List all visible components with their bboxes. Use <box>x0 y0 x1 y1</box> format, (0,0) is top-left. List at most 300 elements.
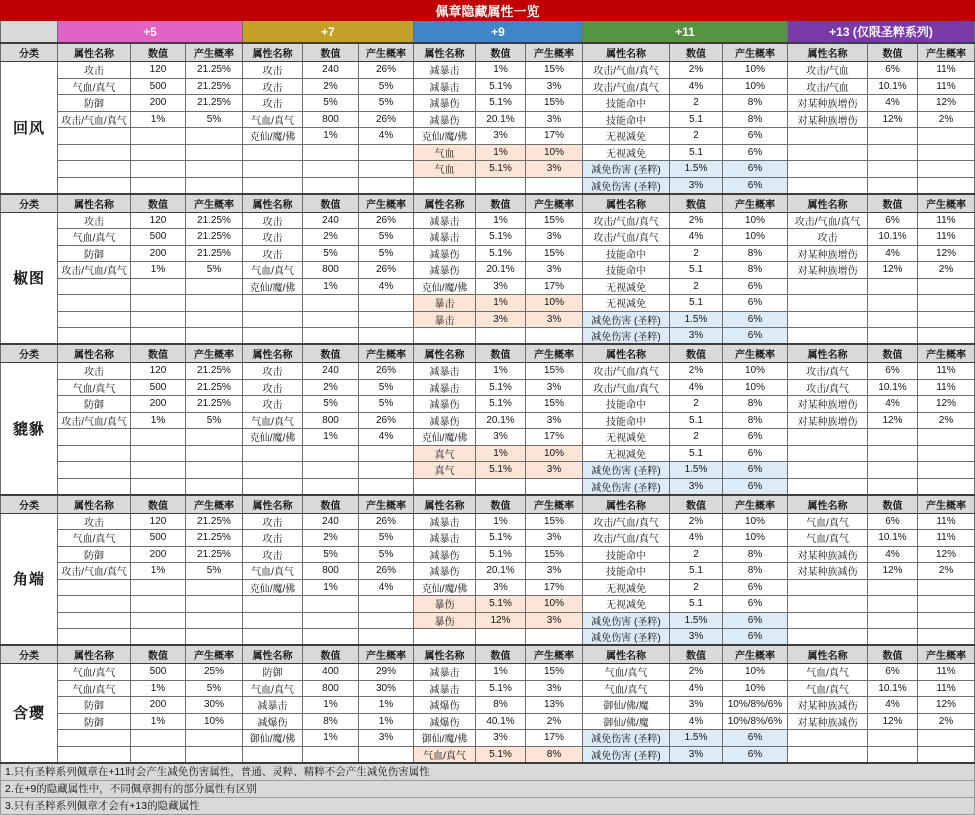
table-row <box>1 680 975 697</box>
attr-value-cell: 2 <box>670 128 723 145</box>
footnote-row <box>1 780 975 797</box>
attr-value-cell <box>303 311 359 328</box>
attr-name-cell <box>788 161 868 178</box>
attr-value-cell <box>868 629 918 646</box>
attr-prob-cell <box>918 161 975 178</box>
attr-name-header: 属性名称 <box>414 43 476 62</box>
table-row <box>1 161 975 178</box>
attr-name-cell: 气血/真气 <box>243 412 303 429</box>
attr-name-cell: 无视减免 <box>583 295 670 312</box>
value-header: 数值 <box>868 194 918 213</box>
table-row <box>1 697 975 714</box>
attr-value-cell <box>476 478 526 495</box>
attr-name-cell <box>243 746 303 763</box>
attr-prob-cell <box>186 478 243 495</box>
attr-name-cell <box>243 462 303 479</box>
attr-name-cell <box>788 596 868 613</box>
attr-prob-cell <box>918 462 975 479</box>
attr-prob-cell: 15% <box>526 396 583 413</box>
attr-value-cell: 5.1 <box>670 295 723 312</box>
attr-prob-cell: 3% <box>526 161 583 178</box>
attr-prob-cell: 21.25% <box>186 363 243 380</box>
value-header: 数值 <box>670 194 723 213</box>
attr-value-cell: 3% <box>670 697 723 714</box>
attr-value-cell: 240 <box>303 363 359 380</box>
attr-prob-cell: 15% <box>526 62 583 79</box>
attr-name-cell: 对某种族增伤 <box>788 262 868 279</box>
attr-value-cell <box>131 445 186 462</box>
attr-name-cell <box>788 295 868 312</box>
attr-value-cell: 800 <box>303 111 359 128</box>
attr-value-cell: 5% <box>303 245 359 262</box>
attr-name-cell: 攻击 <box>243 379 303 396</box>
attr-name-cell: 攻击 <box>58 62 131 79</box>
attr-name-cell: 气血 <box>414 144 476 161</box>
attr-name-cell: 攻击 <box>243 546 303 563</box>
attr-prob-cell: 5% <box>359 229 414 246</box>
attr-value-cell: 5.1% <box>476 78 526 95</box>
attr-value-cell <box>131 579 186 596</box>
prob-header: 产生概率 <box>186 645 243 664</box>
attr-prob-cell: 15% <box>526 546 583 563</box>
attr-value-cell: 240 <box>303 212 359 229</box>
attr-value-cell: 1.5% <box>670 612 723 629</box>
attr-value-cell <box>476 629 526 646</box>
attr-value-cell: 500 <box>131 78 186 95</box>
attr-prob-cell: 21.25% <box>186 212 243 229</box>
attr-prob-cell: 17% <box>526 128 583 145</box>
attr-value-cell <box>131 429 186 446</box>
prob-header: 产生概率 <box>918 645 975 664</box>
attr-prob-cell: 26% <box>359 563 414 580</box>
attr-value-cell <box>131 746 186 763</box>
attr-name-cell: 减暴伤 <box>414 546 476 563</box>
attr-name-cell: 减暴击 <box>414 379 476 396</box>
prob-header: 产生概率 <box>723 194 788 213</box>
attr-prob-cell: 5% <box>186 111 243 128</box>
attr-value-cell: 240 <box>303 513 359 530</box>
attr-name-cell: 真气 <box>414 445 476 462</box>
attr-value-cell <box>303 629 359 646</box>
attr-prob-cell <box>186 612 243 629</box>
prob-header: 产生概率 <box>186 194 243 213</box>
attr-value-cell: 3% <box>476 429 526 446</box>
attr-name-cell: 克仙/魔/佛 <box>414 128 476 145</box>
attr-name-cell: 攻击/气血/真气 <box>583 363 670 380</box>
attr-prob-cell: 6% <box>723 629 788 646</box>
attr-prob-cell: 10% <box>526 445 583 462</box>
attr-name-cell: 减暴击 <box>414 513 476 530</box>
section-header-row <box>1 645 975 664</box>
attr-prob-cell: 6% <box>723 177 788 194</box>
footnote: 2.在+9的隐藏属性中，不同佩章拥有的部分属性有区别 <box>1 780 975 797</box>
attr-name-cell: 攻击 <box>243 245 303 262</box>
prob-header: 产生概率 <box>526 194 583 213</box>
attr-prob-cell: 6% <box>723 462 788 479</box>
attr-name-header: 属性名称 <box>583 194 670 213</box>
group-header-+13: +13 (仅限圣粹系列) <box>788 21 975 44</box>
attr-value-cell: 5.1 <box>670 596 723 613</box>
attr-prob-cell: 3% <box>526 229 583 246</box>
attr-value-cell <box>868 478 918 495</box>
attr-name-cell <box>58 161 131 178</box>
attr-value-cell <box>476 177 526 194</box>
attr-value-cell: 5.1 <box>670 445 723 462</box>
attr-prob-cell: 11% <box>918 363 975 380</box>
attr-prob-cell: 10% <box>723 680 788 697</box>
attr-value-cell: 120 <box>131 363 186 380</box>
attr-value-cell: 1% <box>303 429 359 446</box>
prob-header: 产生概率 <box>526 43 583 62</box>
attr-value-cell: 8% <box>303 713 359 730</box>
attr-value-cell: 5.1% <box>476 680 526 697</box>
attr-prob-cell <box>359 462 414 479</box>
attr-name-cell: 减暴击 <box>414 78 476 95</box>
attr-name-cell: 攻击 <box>58 513 131 530</box>
attr-prob-cell: 6% <box>723 311 788 328</box>
attr-value-cell: 5.1% <box>476 396 526 413</box>
attr-value-cell: 1% <box>131 111 186 128</box>
attr-prob-cell: 21.25% <box>186 95 243 112</box>
attr-name-cell <box>243 629 303 646</box>
attr-prob-cell: 2% <box>526 713 583 730</box>
attr-value-cell: 5.1% <box>476 229 526 246</box>
attr-prob-cell: 8% <box>723 95 788 112</box>
prob-header: 产生概率 <box>186 344 243 363</box>
section-header-row <box>1 344 975 363</box>
table-row <box>1 746 975 763</box>
attr-prob-cell: 6% <box>723 579 788 596</box>
table-row <box>1 462 975 479</box>
attr-value-cell <box>303 746 359 763</box>
footnote: 1.只有圣粹系列佩章在+11时会产生减免伤害属性，普通、灵粹、精粹不会产生减免伤害属性 <box>1 763 975 781</box>
attr-value-cell: 2 <box>670 95 723 112</box>
attr-value-cell: 2 <box>670 278 723 295</box>
attr-value-cell: 10.1% <box>868 530 918 547</box>
attr-name-header: 属性名称 <box>58 344 131 363</box>
attr-name-cell: 气血/真气 <box>58 78 131 95</box>
attr-value-cell <box>131 161 186 178</box>
attr-name-cell: 攻击 <box>58 212 131 229</box>
attr-name-cell <box>414 478 476 495</box>
attr-name-cell <box>243 295 303 312</box>
attr-name-cell <box>58 746 131 763</box>
attr-value-cell: 5.1% <box>476 596 526 613</box>
attr-name-cell <box>58 295 131 312</box>
attr-name-header: 属性名称 <box>583 495 670 514</box>
attr-prob-cell: 12% <box>918 697 975 714</box>
attr-name-cell: 对某种族增伤 <box>788 396 868 413</box>
attr-name-cell: 御仙/佛/魔 <box>583 697 670 714</box>
attr-value-cell: 1% <box>476 363 526 380</box>
attr-prob-cell: 3% <box>526 530 583 547</box>
title-row <box>1 1 975 21</box>
table-row <box>1 379 975 396</box>
attr-prob-cell <box>186 295 243 312</box>
value-header: 数值 <box>476 194 526 213</box>
attr-value-cell: 4% <box>670 713 723 730</box>
table-row <box>1 596 975 613</box>
attr-name-cell: 气血/真气 <box>243 563 303 580</box>
attr-prob-cell: 3% <box>526 78 583 95</box>
attr-prob-cell: 11% <box>918 530 975 547</box>
attr-prob-cell: 21.25% <box>186 396 243 413</box>
attr-name-cell: 无视减免 <box>583 128 670 145</box>
prob-header: 产生概率 <box>359 495 414 514</box>
attr-name-cell <box>58 128 131 145</box>
value-header: 数值 <box>303 43 359 62</box>
attr-value-cell: 10.1% <box>868 229 918 246</box>
attr-name-cell: 气血/真气 <box>243 680 303 697</box>
attr-name-cell: 防御 <box>58 95 131 112</box>
attr-prob-cell: 10% <box>723 78 788 95</box>
attr-prob-cell: 15% <box>526 664 583 681</box>
attr-name-cell: 暴伤 <box>414 596 476 613</box>
attr-prob-cell: 6% <box>723 746 788 763</box>
attr-name-cell: 暴击 <box>414 311 476 328</box>
attr-name-cell: 减免伤害 (圣粹) <box>583 177 670 194</box>
attr-value-cell: 4% <box>868 95 918 112</box>
attr-value-cell <box>868 311 918 328</box>
table-row <box>1 144 975 161</box>
attr-name-cell <box>788 445 868 462</box>
attr-name-cell <box>58 311 131 328</box>
attr-prob-cell <box>186 445 243 462</box>
attr-name-cell <box>58 596 131 613</box>
attr-value-cell: 2% <box>303 379 359 396</box>
attr-name-cell <box>788 629 868 646</box>
attr-value-cell: 1% <box>476 62 526 79</box>
table-row <box>1 546 975 563</box>
attr-value-cell: 4% <box>670 530 723 547</box>
attr-prob-cell: 3% <box>526 462 583 479</box>
attr-prob-cell: 25% <box>186 664 243 681</box>
attr-name-cell: 攻击 <box>58 363 131 380</box>
attr-value-cell: 4% <box>868 396 918 413</box>
attr-name-cell: 气血/真气 <box>243 111 303 128</box>
attr-value-cell: 10.1% <box>868 379 918 396</box>
attr-prob-cell: 5% <box>359 379 414 396</box>
attr-name-cell: 御仙/佛/魔 <box>583 713 670 730</box>
attr-prob-cell <box>359 144 414 161</box>
attr-prob-cell <box>359 311 414 328</box>
attr-prob-cell <box>186 730 243 747</box>
section-header-row <box>1 495 975 514</box>
attr-value-cell: 12% <box>868 713 918 730</box>
attr-value-cell <box>868 612 918 629</box>
attr-name-cell: 技能命中 <box>583 563 670 580</box>
attr-name-cell <box>788 746 868 763</box>
attr-name-cell: 克仙/魔/佛 <box>243 429 303 446</box>
attr-name-cell: 减免伤害 (圣粹) <box>583 311 670 328</box>
attr-prob-cell <box>918 278 975 295</box>
value-header: 数值 <box>868 43 918 62</box>
attr-value-cell <box>131 462 186 479</box>
attr-name-cell: 减免伤害 (圣粹) <box>583 462 670 479</box>
attr-value-cell <box>131 629 186 646</box>
attr-prob-cell: 11% <box>918 379 975 396</box>
attr-prob-cell <box>359 161 414 178</box>
attr-name-cell <box>788 311 868 328</box>
attr-name-cell: 防御 <box>58 396 131 413</box>
attr-prob-cell: 3% <box>359 730 414 747</box>
table-row <box>1 363 975 380</box>
attr-value-cell <box>303 144 359 161</box>
attr-value-cell: 3% <box>476 579 526 596</box>
value-header: 数值 <box>670 344 723 363</box>
attr-value-cell: 2 <box>670 546 723 563</box>
attr-name-cell <box>788 579 868 596</box>
category-cell: 貔貅 <box>1 363 58 495</box>
attr-value-cell: 20.1% <box>476 563 526 580</box>
attr-prob-cell: 1% <box>359 697 414 714</box>
attr-value-cell: 10.1% <box>868 78 918 95</box>
table-row <box>1 262 975 279</box>
attr-value-cell: 5.1 <box>670 111 723 128</box>
attr-name-header: 属性名称 <box>583 645 670 664</box>
attr-name-cell <box>788 429 868 446</box>
attr-prob-cell <box>359 612 414 629</box>
category-column-header: 分类 <box>1 43 58 62</box>
attr-prob-cell <box>918 746 975 763</box>
table-row <box>1 212 975 229</box>
attr-name-cell <box>243 596 303 613</box>
attr-value-cell: 4% <box>868 546 918 563</box>
attr-prob-cell <box>186 328 243 345</box>
attr-prob-cell: 10% <box>526 295 583 312</box>
attr-value-cell: 3% <box>476 128 526 145</box>
attr-prob-cell: 10% <box>723 664 788 681</box>
prob-header: 产生概率 <box>723 344 788 363</box>
attr-prob-cell <box>918 612 975 629</box>
attr-value-cell: 2 <box>670 245 723 262</box>
corner-cell <box>1 21 58 44</box>
attr-name-header: 属性名称 <box>583 344 670 363</box>
attr-name-cell: 对某种族减伤 <box>788 563 868 580</box>
attr-prob-cell: 1% <box>359 713 414 730</box>
attr-name-cell <box>58 462 131 479</box>
attr-name-cell <box>58 429 131 446</box>
attr-name-cell: 攻击/气血/真气 <box>58 412 131 429</box>
attr-name-cell <box>788 328 868 345</box>
table-row <box>1 245 975 262</box>
prob-header: 产生概率 <box>186 495 243 514</box>
prob-header: 产生概率 <box>526 645 583 664</box>
attr-prob-cell: 10% <box>526 596 583 613</box>
attr-prob-cell <box>918 311 975 328</box>
attr-name-cell: 减暴击 <box>414 229 476 246</box>
attr-value-cell <box>303 328 359 345</box>
prob-header: 产生概率 <box>918 495 975 514</box>
attr-name-cell: 技能命中 <box>583 396 670 413</box>
attr-name-cell: 减免伤害 (圣粹) <box>583 161 670 178</box>
table-row <box>1 128 975 145</box>
attr-name-cell <box>243 328 303 345</box>
attr-value-cell: 200 <box>131 546 186 563</box>
attr-prob-cell <box>918 144 975 161</box>
attr-prob-cell: 30% <box>186 697 243 714</box>
attr-name-cell: 气血/真气 <box>58 530 131 547</box>
attr-name-cell: 减暴伤 <box>414 396 476 413</box>
attr-value-cell: 6% <box>868 363 918 380</box>
attr-prob-cell <box>186 462 243 479</box>
attr-name-cell <box>788 278 868 295</box>
attr-prob-cell: 12% <box>918 396 975 413</box>
attr-name-cell: 减暴伤 <box>414 563 476 580</box>
attr-prob-cell: 5% <box>186 262 243 279</box>
category-cell: 椒图 <box>1 212 58 344</box>
attr-prob-cell <box>186 629 243 646</box>
prob-header: 产生概率 <box>359 194 414 213</box>
attr-prob-cell: 26% <box>359 111 414 128</box>
attr-prob-cell: 26% <box>359 363 414 380</box>
attr-prob-cell: 17% <box>526 730 583 747</box>
attr-prob-cell: 15% <box>526 513 583 530</box>
attr-name-cell <box>243 177 303 194</box>
attr-value-cell <box>131 478 186 495</box>
attr-name-cell: 暴伤 <box>414 612 476 629</box>
attr-value-cell: 120 <box>131 212 186 229</box>
attr-value-cell: 6% <box>868 513 918 530</box>
attr-prob-cell: 3% <box>526 262 583 279</box>
attr-prob-cell: 11% <box>918 212 975 229</box>
attr-value-cell: 3% <box>670 177 723 194</box>
attr-name-cell <box>58 579 131 596</box>
attr-prob-cell: 10% <box>723 62 788 79</box>
attr-name-cell: 无视减免 <box>583 596 670 613</box>
attr-value-cell: 6% <box>868 212 918 229</box>
attr-name-cell <box>788 478 868 495</box>
attr-value-cell: 5% <box>303 95 359 112</box>
attr-value-cell: 12% <box>868 262 918 279</box>
attr-name-cell: 防御 <box>58 713 131 730</box>
attr-value-cell <box>868 278 918 295</box>
attr-name-cell: 攻击/气血/真气 <box>58 111 131 128</box>
attr-name-cell <box>58 445 131 462</box>
attr-prob-cell: 11% <box>918 78 975 95</box>
table-row <box>1 530 975 547</box>
attr-value-cell <box>868 144 918 161</box>
attr-prob-cell <box>186 161 243 178</box>
category-cell: 角端 <box>1 513 58 645</box>
attr-value-cell <box>131 128 186 145</box>
table-row <box>1 629 975 646</box>
attr-prob-cell: 11% <box>918 62 975 79</box>
attr-name-cell: 无视减免 <box>583 278 670 295</box>
category-cell: 含璎 <box>1 664 58 763</box>
attr-name-cell: 技能命中 <box>583 111 670 128</box>
attr-name-cell <box>58 144 131 161</box>
attr-prob-cell <box>918 177 975 194</box>
value-header: 数值 <box>670 495 723 514</box>
attr-name-cell <box>58 478 131 495</box>
attr-prob-cell: 26% <box>359 212 414 229</box>
attr-prob-cell: 26% <box>359 262 414 279</box>
attr-prob-cell: 10%/8%/6% <box>723 713 788 730</box>
attr-name-cell: 防御 <box>243 664 303 681</box>
attr-value-cell: 1% <box>303 278 359 295</box>
attr-value-cell: 1.5% <box>670 311 723 328</box>
attr-value-cell <box>868 429 918 446</box>
attr-name-cell: 减免伤害 (圣粹) <box>583 612 670 629</box>
attr-name-cell <box>414 629 476 646</box>
attr-prob-cell: 6% <box>723 295 788 312</box>
attr-value-cell: 5.1% <box>476 95 526 112</box>
attr-prob-cell: 3% <box>526 311 583 328</box>
attr-name-cell: 攻击 <box>243 229 303 246</box>
attr-name-cell <box>788 177 868 194</box>
category-column-header: 分类 <box>1 344 58 363</box>
